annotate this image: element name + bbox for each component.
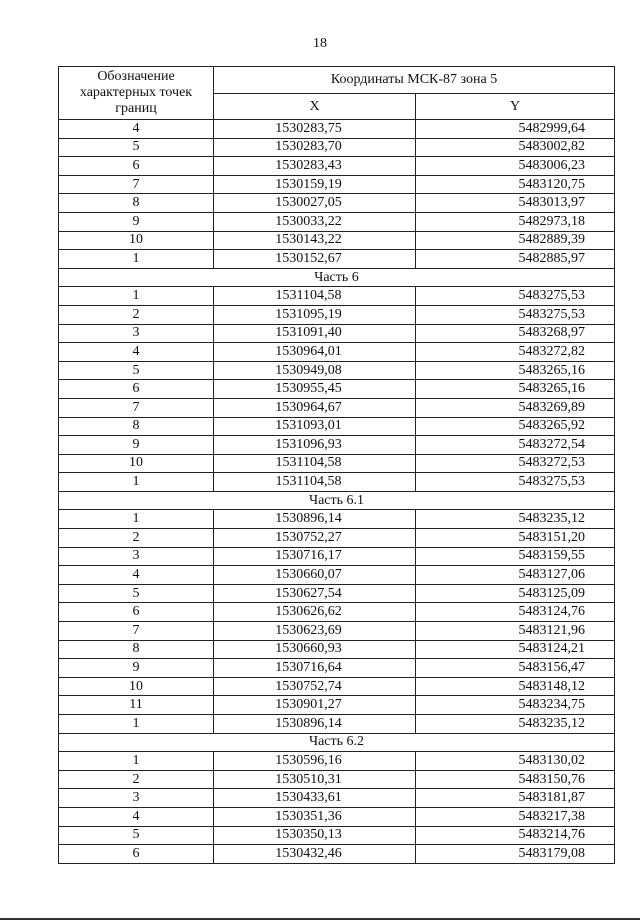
x-coordinate-cell: 1531095,19 bbox=[214, 305, 416, 324]
point-number-cell: 11 bbox=[59, 696, 214, 715]
point-number-cell: 8 bbox=[59, 194, 214, 213]
scan-edge-line bbox=[0, 918, 640, 920]
y-coordinate-cell: 5483235,12 bbox=[416, 510, 615, 529]
y-coordinate-cell: 5483151,20 bbox=[416, 529, 615, 548]
point-number-cell: 4 bbox=[59, 343, 214, 362]
part-label: Часть 6.1 bbox=[59, 491, 615, 510]
x-coordinate-cell: 1530949,08 bbox=[214, 361, 416, 380]
x-coordinate-cell: 1530955,45 bbox=[214, 380, 416, 399]
x-coordinate-cell: 1530351,36 bbox=[214, 807, 416, 826]
y-coordinate-cell: 5483234,75 bbox=[416, 696, 615, 715]
table-row bbox=[59, 398, 615, 417]
y-coordinate-cell: 5483006,23 bbox=[416, 157, 615, 176]
x-coordinate-cell: 1531096,93 bbox=[214, 436, 416, 455]
table-header bbox=[59, 67, 615, 120]
y-coordinate-cell: 5483272,53 bbox=[416, 454, 615, 473]
point-number-cell: 10 bbox=[59, 677, 214, 696]
x-coordinate-cell: 1530964,67 bbox=[214, 398, 416, 417]
y-coordinate-cell: 5482999,64 bbox=[416, 120, 615, 139]
point-number-cell: 2 bbox=[59, 529, 214, 548]
y-coordinate-cell: 5482889,39 bbox=[416, 231, 615, 250]
point-number-cell: 5 bbox=[59, 584, 214, 603]
x-coordinate-cell: 1530660,93 bbox=[214, 640, 416, 659]
part-label: Часть 6.2 bbox=[59, 733, 615, 752]
point-number-cell: 9 bbox=[59, 212, 214, 231]
x-coordinate-cell: 1530283,43 bbox=[214, 157, 416, 176]
x-coordinate-cell: 1530159,19 bbox=[214, 175, 416, 194]
table-row bbox=[59, 361, 615, 380]
table-body bbox=[59, 120, 615, 864]
table-row bbox=[59, 194, 615, 213]
point-number-cell: 9 bbox=[59, 436, 214, 455]
table-row bbox=[59, 287, 615, 306]
y-coordinate-cell: 5483275,53 bbox=[416, 473, 615, 492]
y-coordinate-cell: 5482885,97 bbox=[416, 250, 615, 269]
x-coordinate-cell: 1530350,13 bbox=[214, 826, 416, 845]
table-row bbox=[59, 175, 615, 194]
table-row bbox=[59, 603, 615, 622]
point-number-cell: 9 bbox=[59, 659, 214, 678]
point-number-cell: 10 bbox=[59, 231, 214, 250]
table-row bbox=[59, 770, 615, 789]
x-coordinate-cell: 1530432,46 bbox=[214, 845, 416, 864]
x-coordinate-cell: 1530623,69 bbox=[214, 622, 416, 641]
y-coordinate-cell: 5483013,97 bbox=[416, 194, 615, 213]
y-coordinate-cell: 5483268,97 bbox=[416, 324, 615, 343]
x-coordinate-cell: 1530152,67 bbox=[214, 250, 416, 269]
y-coordinate-cell: 5483275,53 bbox=[416, 305, 615, 324]
point-number-cell: 7 bbox=[59, 175, 214, 194]
point-number-cell: 4 bbox=[59, 566, 214, 585]
x-coordinate-cell: 1530596,16 bbox=[214, 752, 416, 771]
x-coordinate-cell: 1530752,27 bbox=[214, 529, 416, 548]
table-row bbox=[59, 250, 615, 269]
table-row bbox=[59, 417, 615, 436]
point-number-cell: 5 bbox=[59, 138, 214, 157]
x-coordinate-cell: 1530283,70 bbox=[214, 138, 416, 157]
part-header-row bbox=[59, 268, 615, 287]
table-row bbox=[59, 547, 615, 566]
y-coordinate-cell: 5483121,96 bbox=[416, 622, 615, 641]
table-row bbox=[59, 436, 615, 455]
y-coordinate-cell: 5483265,92 bbox=[416, 417, 615, 436]
table-row bbox=[59, 454, 615, 473]
x-coordinate-cell: 1530716,17 bbox=[214, 547, 416, 566]
table-row bbox=[59, 324, 615, 343]
y-coordinate-cell: 5483002,82 bbox=[416, 138, 615, 157]
table-row bbox=[59, 510, 615, 529]
x-coordinate-cell: 1530627,54 bbox=[214, 584, 416, 603]
x-coordinate-cell: 1531104,58 bbox=[214, 454, 416, 473]
y-coordinate-cell: 5483124,76 bbox=[416, 603, 615, 622]
table-row bbox=[59, 696, 615, 715]
table-row bbox=[59, 826, 615, 845]
table-row bbox=[59, 231, 615, 250]
point-number-cell: 2 bbox=[59, 770, 214, 789]
point-number-cell: 6 bbox=[59, 380, 214, 399]
point-number-cell: 8 bbox=[59, 417, 214, 436]
x-coordinate-cell: 1530283,75 bbox=[214, 120, 416, 139]
point-number-cell: 7 bbox=[59, 622, 214, 641]
x-coordinate-cell: 1530901,27 bbox=[214, 696, 416, 715]
point-number-cell: 1 bbox=[59, 473, 214, 492]
x-coordinate-cell: 1530896,14 bbox=[214, 510, 416, 529]
table-row bbox=[59, 584, 615, 603]
table-row bbox=[59, 622, 615, 641]
x-coordinate-cell: 1530033,22 bbox=[214, 212, 416, 231]
y-coordinate-cell: 5483235,12 bbox=[416, 715, 615, 734]
x-coordinate-cell: 1530027,05 bbox=[214, 194, 416, 213]
point-number-cell: 3 bbox=[59, 789, 214, 808]
table-row bbox=[59, 120, 615, 139]
x-coordinate-cell: 1530716,64 bbox=[214, 659, 416, 678]
table-row bbox=[59, 659, 615, 678]
x-coordinate-cell: 1531093,01 bbox=[214, 417, 416, 436]
table-row bbox=[59, 566, 615, 585]
page-number: 18 bbox=[313, 36, 327, 51]
y-coordinate-cell: 5483272,54 bbox=[416, 436, 615, 455]
x-coordinate-cell: 1530752,74 bbox=[214, 677, 416, 696]
y-coordinate-cell: 5483269,89 bbox=[416, 398, 615, 417]
y-coordinate-cell: 5483275,53 bbox=[416, 287, 615, 306]
table-row bbox=[59, 138, 615, 157]
point-number-cell: 10 bbox=[59, 454, 214, 473]
y-coordinate-cell: 5483265,16 bbox=[416, 380, 615, 399]
x-coordinate-cell: 1530143,22 bbox=[214, 231, 416, 250]
coordinates-group-header: Координаты МСК-87 зона 5 bbox=[214, 67, 615, 94]
y-coordinate-cell: 5483124,21 bbox=[416, 640, 615, 659]
y-coordinate-cell: 5483150,76 bbox=[416, 770, 615, 789]
y-coordinate-cell: 5483127,06 bbox=[416, 566, 615, 585]
point-number-cell: 2 bbox=[59, 305, 214, 324]
point-number-cell: 6 bbox=[59, 603, 214, 622]
table-row bbox=[59, 677, 615, 696]
point-number-cell: 1 bbox=[59, 752, 214, 771]
part-header-row bbox=[59, 491, 615, 510]
y-coordinate-cell: 5483125,09 bbox=[416, 584, 615, 603]
table-row bbox=[59, 343, 615, 362]
table-row bbox=[59, 212, 615, 231]
x-coordinate-cell: 1531091,40 bbox=[214, 324, 416, 343]
point-number-cell: 4 bbox=[59, 807, 214, 826]
table-row bbox=[59, 715, 615, 734]
y-column-header: Y bbox=[416, 94, 615, 120]
point-number-cell: 3 bbox=[59, 324, 214, 343]
y-coordinate-cell: 5483179,08 bbox=[416, 845, 615, 864]
y-coordinate-cell: 5483159,55 bbox=[416, 547, 615, 566]
table-row bbox=[59, 752, 615, 771]
point-number-cell: 1 bbox=[59, 715, 214, 734]
table-row bbox=[59, 380, 615, 399]
x-coordinate-cell: 1531104,58 bbox=[214, 287, 416, 306]
table-row bbox=[59, 807, 615, 826]
y-coordinate-cell: 5483120,75 bbox=[416, 175, 615, 194]
point-number-cell: 6 bbox=[59, 157, 214, 176]
y-coordinate-cell: 5483181,87 bbox=[416, 789, 615, 808]
point-number-cell: 3 bbox=[59, 547, 214, 566]
point-number-cell: 1 bbox=[59, 250, 214, 269]
table-row bbox=[59, 789, 615, 808]
y-coordinate-cell: 5483214,76 bbox=[416, 826, 615, 845]
point-designation-header: Обозначение характерных точек границ bbox=[59, 67, 214, 120]
table-row bbox=[59, 305, 615, 324]
point-number-cell: 5 bbox=[59, 361, 214, 380]
point-number-cell: 7 bbox=[59, 398, 214, 417]
point-number-cell: 1 bbox=[59, 510, 214, 529]
y-coordinate-cell: 5483217,38 bbox=[416, 807, 615, 826]
x-coordinate-cell: 1530660,07 bbox=[214, 566, 416, 585]
x-coordinate-cell: 1531104,58 bbox=[214, 473, 416, 492]
x-coordinate-cell: 1530626,62 bbox=[214, 603, 416, 622]
y-coordinate-cell: 5483265,16 bbox=[416, 361, 615, 380]
y-coordinate-cell: 5483130,02 bbox=[416, 752, 615, 771]
table-row bbox=[59, 845, 615, 864]
part-label: Часть 6 bbox=[59, 268, 615, 287]
x-coordinate-cell: 1530964,01 bbox=[214, 343, 416, 362]
x-coordinate-cell: 1530510,31 bbox=[214, 770, 416, 789]
point-number-cell: 8 bbox=[59, 640, 214, 659]
table-row bbox=[59, 529, 615, 548]
part-header-row bbox=[59, 733, 615, 752]
point-number-cell: 5 bbox=[59, 826, 214, 845]
x-coordinate-cell: 1530433,61 bbox=[214, 789, 416, 808]
point-number-cell: 4 bbox=[59, 120, 214, 139]
table-row bbox=[59, 640, 615, 659]
x-column-header: X bbox=[214, 94, 416, 120]
point-number-cell: 1 bbox=[59, 287, 214, 306]
y-coordinate-cell: 5483272,82 bbox=[416, 343, 615, 362]
point-number-cell: 6 bbox=[59, 845, 214, 864]
table-row bbox=[59, 473, 615, 492]
coordinates-table bbox=[58, 66, 615, 864]
x-coordinate-cell: 1530896,14 bbox=[214, 715, 416, 734]
y-coordinate-cell: 5483148,12 bbox=[416, 677, 615, 696]
y-coordinate-cell: 5483156,47 bbox=[416, 659, 615, 678]
table-row bbox=[59, 157, 615, 176]
y-coordinate-cell: 5482973,18 bbox=[416, 212, 615, 231]
